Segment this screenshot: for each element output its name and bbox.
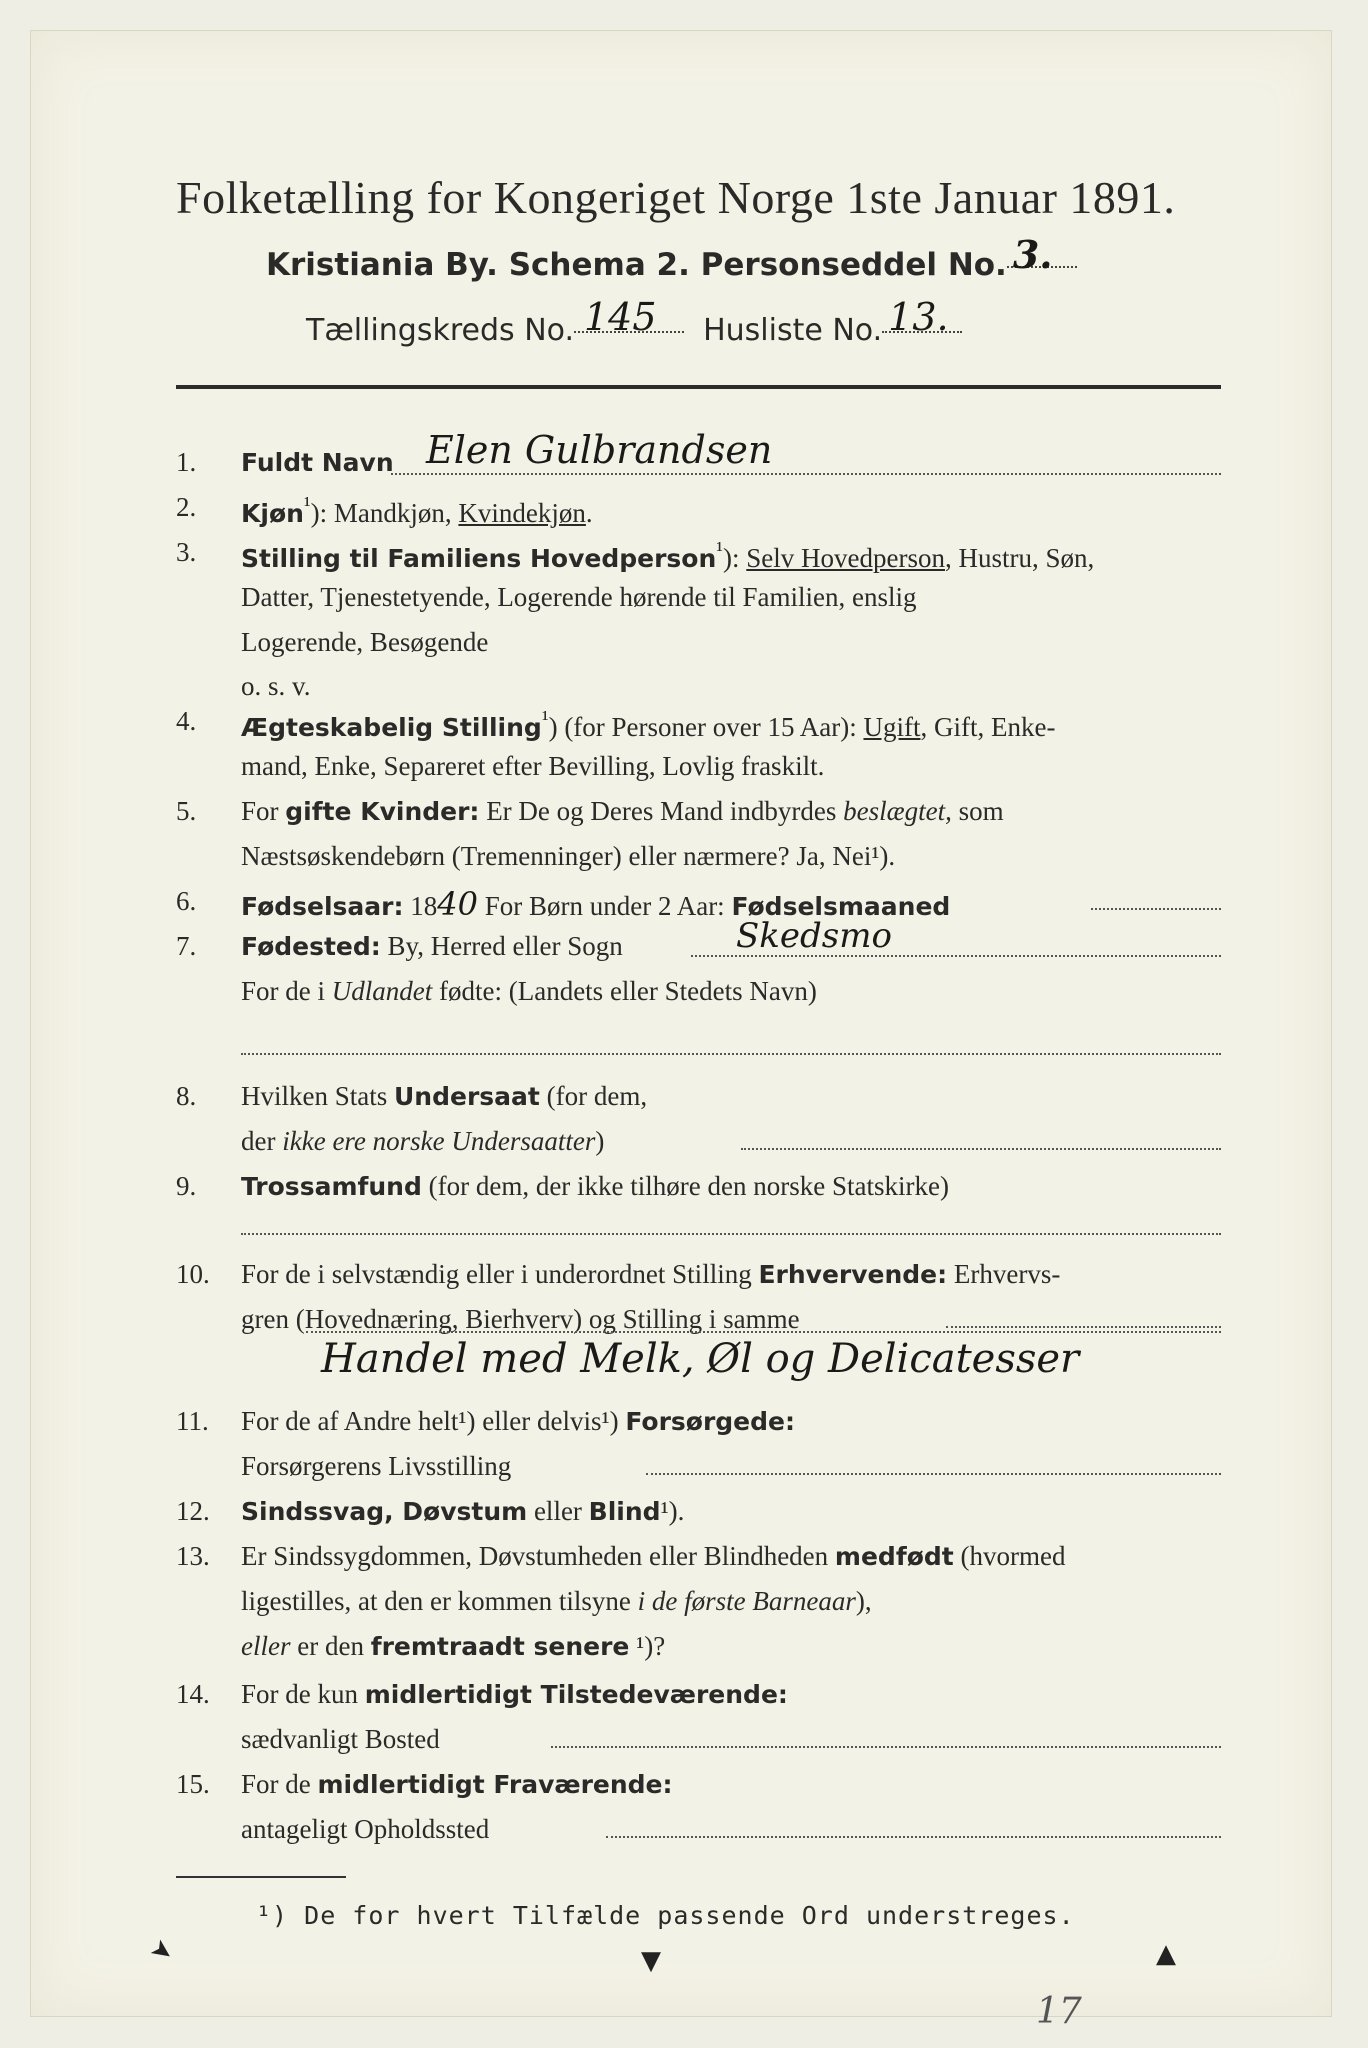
schema-line-prefix: Kristiania By. Schema 2. Personseddel No. [266,247,1007,283]
fodested-label: Fødested: [241,932,381,961]
item-11-line2: Forsørgerens Livsstilling [241,1451,512,1481]
right-mark-icon: ▲ [1156,1939,1176,1969]
item-3-line4: o. s. v. [241,671,311,701]
erhvervende-label: Erhvervende: [758,1260,948,1289]
item-number: 9. [176,1171,197,1201]
ugift-underlined: Ugift [863,712,921,742]
item-13-line2: ligestilles, at den er kommen tilsyne i de første Barneaar), [241,1586,872,1616]
item-7-line2: For de i Udlandet fødte: (Landets eller Stedets Navn) [241,976,817,1006]
birth-year-value: 40 [437,885,478,923]
kvindekjon-underlined: Kvindekjøn [458,498,586,528]
fodselsmaaned-label: Fødselsmaaned [731,892,951,921]
name-value: Elen Gulbrandsen [426,428,773,472]
item-14-line2: sædvanligt Bosted [241,1724,440,1754]
item-4-line2: mand, Enke, Separeret efter Bevilling, Lovlig fraskilt. [241,751,825,781]
item-3-line3: Logerende, Besøgende [241,627,489,657]
stilling-label: Stilling til Familiens Hovedperson [241,544,717,573]
gifte-kvinder-label: gifte Kvinder: [285,797,480,826]
item-number: 6. [176,886,197,916]
footnote: ¹) De for hvert Tilfælde passende Ord understreges. [256,1901,1075,1930]
census-form-sheet: Folketælling for Kongeriget Norge 1ste Januar 1891. Kristiania By. Schema 2. Personseddel No. 3. Tællingskreds No. 145 Husliste No. 13. 1. Fuldt Navn Elen Gulbrandsen 2. Kjøn$^{^1}$): Mandkjøn, Kvindekjøn. 3. Stilling til Familiens Hovedperson$^{^1}$): Selv Hovedperson, Hustru, Søn, Datter, Tjenestetyende, Logerende hørende til Familien, enslig Logerende, Besøgende o. s. v. 4. Ægteskabelig Stilling$^{^1}$) (for Personer over 15 Aar): Ugift, Gift, Enke- mand, Enke, Separeret efter Bevilling, Lovlig fraskilt. 5. For gifte Kvinder: Er De og Deres Mand indbyrdes beslægtet, som Næstsøskendebørn (Tremenninger) eller nærmere? Ja, Nei¹). 6. Fødselsaar: 1840 For Børn under 2 Aar: Fødselsmaaned 7. Fødested: By, Herred eller Sogn Skedsmo For de i Udlandet fødte: (Landets eller Stedets Navn) 8. Hvilken Stats Undersaat (for dem, der ikke ere norske Undersaatter) 9. Trossamfund (for dem, der ikke tilhøre den norske Statskirke) 10. For de i selvstændig eller i underordnet Stilling Erhvervende: Erhvervs- gren (Hovednæring, Bierhverv) og Stilling i samme Handel med Melk, Øl og Delicatesser 11. For de af Andre helt¹) eller delvis¹) Forsørgede: Forsørgerens Livsstilling 12. Sindssvag, Døvstum eller Blind¹). 13. Er Sindssygdommen, Døvstumheden eller Blindheden medfødt (hvormed ligestilles, at den er kommen tilsyne i de første Barneaar), eller er den fremtraadt senere ¹)? 14. For de kun midlertidigt Tilstedeværende: sædvanligt Bosted 15. For de midlertidigt Fraværende: antageligt Opholdssted ¹) De for hvert Tilfælde passende Ord understreges. ➤ ▼ ▲ 17 [30,30,1332,2017]
item-number: 4. [176,706,197,736]
item-number: 7. [176,931,197,961]
page-number: 17 [1036,1991,1082,2032]
forsorgede-label: Forsørgede: [625,1407,795,1436]
item-15-line2: antageligt Opholdssted [241,1814,490,1844]
header-divider [176,385,1221,389]
form-title: Folketælling for Kongeriget Norge 1ste Januar 1891. [176,172,1176,223]
tilstedevaerende-label: midlertidigt Tilstedeværende: [364,1680,788,1709]
husliste-label: Husliste No. [703,313,883,348]
trossamfund-label: Trossamfund [241,1172,422,1201]
item-3-line2: Datter, Tjenestetyende, Logerende hørende til Familien, enslig [241,582,917,612]
item-number: 15. [176,1769,210,1799]
item-number: 10. [176,1259,210,1289]
kreds-line [306,294,962,348]
occupation-value: Handel med Melk, Øl og Delicatesser [321,1336,1080,1382]
item-number: 8. [176,1081,197,1111]
item-number: 12. [176,1496,210,1526]
corner-mark-icon: ➤ [144,1932,180,1970]
birthplace-value: Skedsmo [736,916,892,956]
item-number: 5. [176,796,197,826]
item-13-line3: eller er den fremtraadt senere ¹)? [241,1631,666,1661]
blind-label: Blind [588,1497,661,1526]
kjon-label: Kjøn [241,499,304,528]
fodselsaar-label: Fødselsaar: [241,892,404,921]
footnote-divider [176,1876,346,1878]
item-number: 11. [176,1406,209,1436]
personseddel-number: 3. [1012,231,1053,277]
item-8-line2: der ikke ere norske Undersaatter) [241,1126,605,1156]
schema-line [266,231,1077,283]
fravaerende-label: midlertidigt Fraværende: [317,1770,673,1799]
kreds-number: 145 [584,294,657,339]
item-5-line2: Næstsøskendebørn (Tremenninger) eller nærmere? Ja, Nei¹). [241,841,896,871]
kreds-label: Tællingskreds No. [306,313,574,348]
selv-hovedperson-underlined: Selv Hovedperson [746,543,945,573]
item-number: 13. [176,1541,210,1571]
item-number: 14. [176,1679,210,1709]
item-number: 2. [176,492,197,522]
sindssvag-label: Sindssvag, Døvstum [241,1497,528,1526]
medfodt-label: medfødt [834,1542,954,1571]
item-10-line2: gren (Hovednæring, Bierhverv) og Stilling i samme [241,1304,800,1334]
item-number: 3. [176,537,197,567]
aegteskabelig-label: Ægteskabelig Stilling [241,713,542,742]
fuldt-navn-label: Fuldt Navn [241,448,394,477]
item-number: 1. [176,447,197,477]
undersaat-label: Undersaat [394,1082,540,1111]
husliste-number: 13. [888,294,949,339]
center-mark-icon: ▼ [641,1946,661,1976]
